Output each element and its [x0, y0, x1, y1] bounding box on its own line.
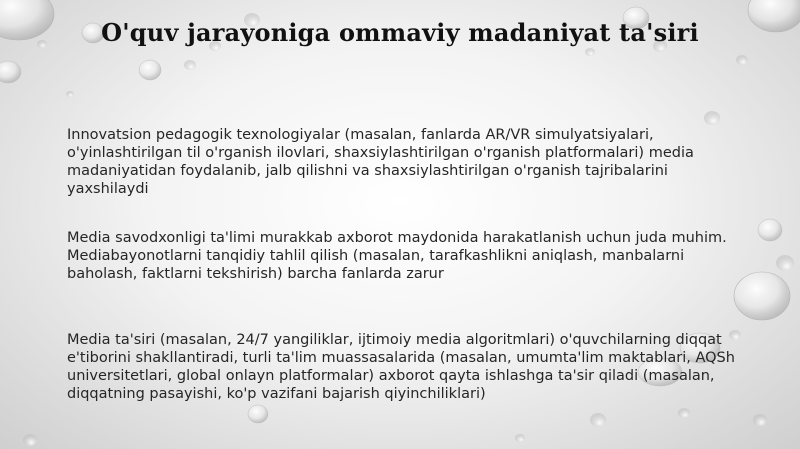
slide-title: O'quv jarayoniga ommaviy madaniyat ta'siri: [101, 18, 699, 47]
droplet: [23, 434, 37, 446]
droplet: [704, 111, 720, 125]
droplet: [758, 219, 782, 241]
droplet: [248, 405, 268, 423]
body-paragraph-1: Innovatsion pedagogik texnologiyalar (masalan, fanlarda AR/VR simulyatsiyalari, o'yinlashtirilgan til o'rganish ilovlari, shaxsiylashtirilgan o'rganish platformalari) media madaniyatidan foydalanib, jalb qilishni va shaxsiylashtirilgan o'rganish tajribalarini yaxshilaydi: [67, 127, 694, 197]
droplet: [0, 61, 21, 83]
droplet: [585, 48, 595, 56]
droplet: [515, 434, 525, 442]
droplet: [184, 60, 196, 70]
body-paragraph-3: Media ta'siri (masalan, 24/7 yangiliklar, ijtimoiy media algoritmlari) o'quvchilarning diqqat e'tiborini shakllantiradi, turli ta'lim muassasalarida (masalan, umumta'lim maktablari, AQSh universitetlari, global onlayn platformalar) axborot qayta ishlashga ta'sir qiladi (masalan, diqqatning pasayishi, ko'p vazifani bajarish qiyinchiliklari): [67, 332, 735, 402]
droplet: [678, 408, 690, 418]
droplet: [776, 255, 794, 271]
droplet: [66, 91, 74, 97]
droplet: [590, 413, 606, 427]
droplet: [736, 55, 748, 65]
droplet: [139, 60, 161, 80]
body-paragraph-2: Media savodxonligi ta'limi murakkab axborot maydonida harakatlanish uchun juda muhim. Mediabayonotlarni tanqidiy tahlil qilish (masalan, tarafkashlikni aniqlash, manbalarni baholash, faktlarni tekshirish) barcha fanlarda zarur: [67, 230, 727, 282]
droplet: [753, 414, 767, 426]
